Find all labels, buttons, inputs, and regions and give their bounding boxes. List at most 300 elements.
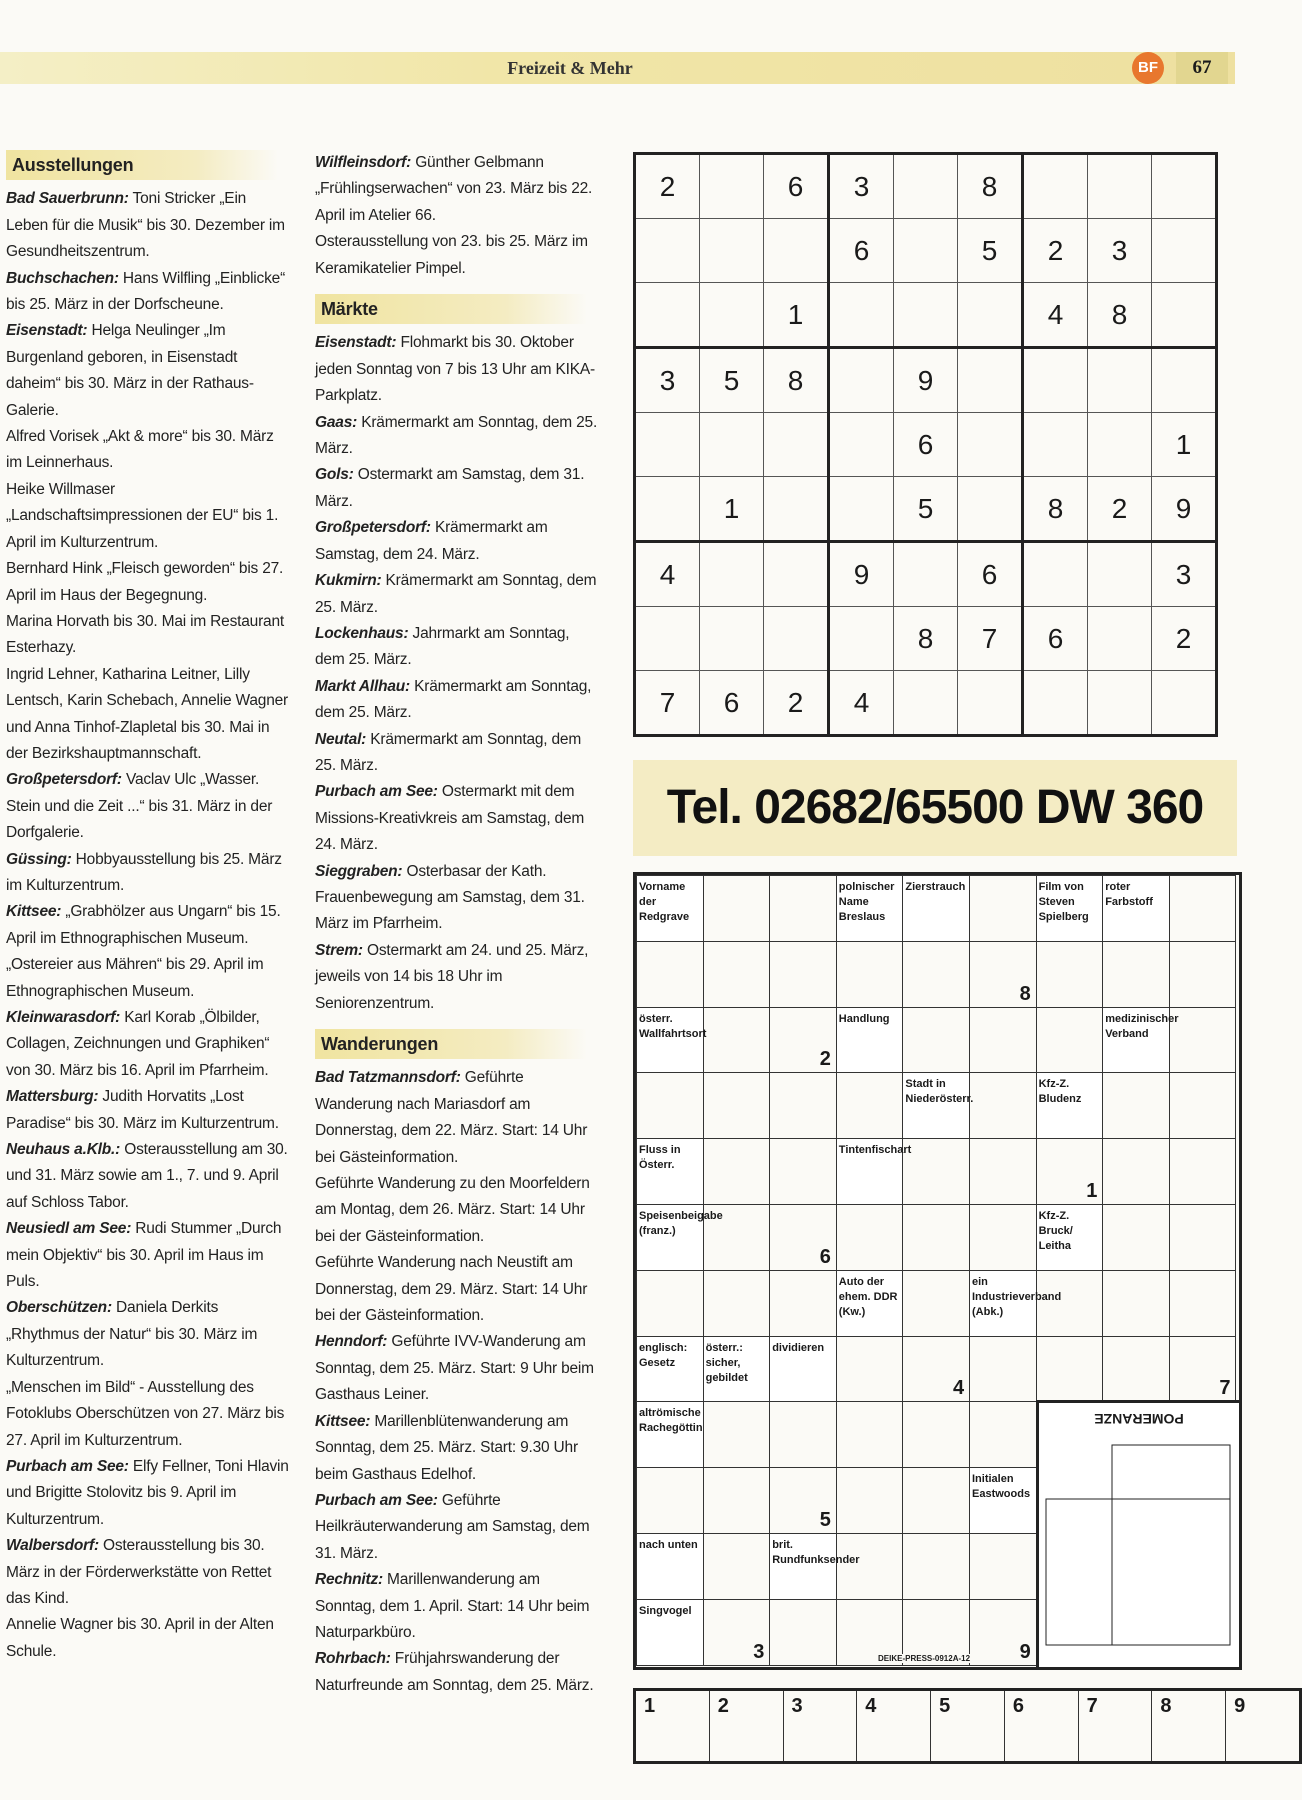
sudoku-cell[interactable]: 6	[894, 413, 958, 477]
exhibition-entry	[6, 662, 290, 768]
place-name: Neutal:	[315, 730, 367, 748]
sudoku-cell[interactable]: 2	[1088, 477, 1152, 542]
exhibition-list	[6, 186, 290, 1665]
entry-text: Krämermarkt am Sonntag, dem 25. März.	[315, 413, 598, 458]
market-entry	[315, 410, 603, 463]
crossword-cell[interactable]	[1102, 941, 1170, 1008]
sudoku-cell[interactable]	[700, 154, 764, 219]
sudoku-cell[interactable]: 4	[1023, 283, 1088, 348]
crossword-clue: Vorname der Redgrave	[636, 875, 704, 942]
crossword-cell[interactable]	[1169, 1138, 1237, 1205]
crossword-cell[interactable]	[902, 1401, 970, 1468]
place-name: Großpetersdorf:	[6, 771, 122, 789]
place-name: Neuhaus a.Klb.:	[6, 1141, 121, 1159]
crossword-clue: Film von Steven Spielberg	[1036, 875, 1104, 942]
entry-text: Marillenblütenwanderung am Sonntag, dem 25. März. Start: 9.30 Uhr beim Gasthaus Edelhof.	[315, 1412, 578, 1483]
sudoku-cell[interactable]: 7	[635, 671, 700, 736]
sudoku-cell[interactable]: 1	[1152, 413, 1217, 477]
sudoku-cell[interactable]	[1152, 671, 1217, 736]
exhibition-entry	[6, 1375, 290, 1454]
column-markets-hikes	[315, 150, 603, 1699]
sudoku-cell[interactable]	[635, 413, 700, 477]
entry-text: Günther Gelbmann „Frühlingserwachen“ von 23. März bis 22. April im Atelier 66.	[315, 154, 593, 224]
crossword-cell[interactable]	[703, 1072, 771, 1139]
crossword-cell[interactable]	[703, 1138, 771, 1205]
crossword-cell[interactable]	[769, 941, 837, 1008]
entry-text: Ingrid Lehner, Katharina Leitner, Lilly Lentsch, Karin Schebach, Annelie Wagner und Anna Tinhof-Zlapletal bis 30. Mai in der Bezirkshauptmannschaft.	[6, 665, 289, 762]
crossword-cell[interactable]	[703, 1007, 771, 1074]
crossword-cell[interactable]	[969, 875, 1037, 942]
exhibition-entry	[315, 150, 603, 229]
crossword-cell[interactable]	[836, 1072, 904, 1139]
sudoku-cell[interactable]	[1152, 154, 1217, 219]
crossword-solution-number: 6	[819, 1245, 831, 1268]
place-name: Großpetersdorf:	[315, 519, 431, 537]
sudoku-cell[interactable]: 8	[958, 154, 1023, 219]
exhibition-list-cont	[315, 150, 603, 282]
entry-text: Hobbyausstellung bis 25. März im Kulturzentrum.	[6, 850, 282, 894]
sudoku-cell[interactable]	[764, 477, 829, 542]
crossword-cell[interactable]	[836, 1204, 904, 1271]
sudoku-cell[interactable]	[700, 283, 764, 348]
crossword-clue: roter Farbstoff	[1102, 875, 1170, 942]
crossword-clue: Kfz-Z. Bruck/ Leitha	[1036, 1204, 1104, 1271]
sudoku-cell[interactable]	[700, 219, 764, 283]
crossword-clue: Tintenfischart	[836, 1138, 904, 1205]
crossword-cell[interactable]	[636, 1072, 704, 1139]
bf-logo: BF	[1132, 52, 1164, 84]
market-entry	[315, 727, 603, 780]
sudoku-cell[interactable]	[1023, 154, 1088, 219]
hike-entry	[315, 1171, 603, 1250]
sudoku-cell[interactable]: 3	[1152, 542, 1217, 607]
crossword-clue: österr. Wallfahrtsort	[636, 1007, 704, 1074]
crossword-clue: Speisenbeigabe (franz.)	[636, 1204, 704, 1271]
entry-text: Judith Horvatits „Lost Paradise“ bis 30. März im Kulturzentrum.	[6, 1088, 279, 1132]
entry-text: Heike Willmaser „Landschaftsimpressionen der EU“ bis 1. April im Kulturzentrum.	[6, 480, 279, 551]
entry-text: Osterbasar der Kath. Frauenbewegung am Samstag, dem 31. März im Pfarrheim.	[315, 862, 585, 933]
crossword-cell[interactable]	[836, 1533, 904, 1600]
crossword-cell[interactable]	[836, 1336, 904, 1403]
crossword-cell[interactable]	[836, 941, 904, 1008]
sudoku-cell[interactable]	[764, 607, 829, 671]
sudoku-cell[interactable]	[700, 542, 764, 607]
sudoku-cell[interactable]	[894, 154, 958, 219]
sudoku-cell[interactable]	[635, 607, 700, 671]
section-title: Freizeit & Mehr	[507, 58, 633, 78]
exhibition-entry	[6, 609, 290, 662]
crossword-clue: Zierstrauch	[902, 875, 970, 942]
sudoku-cell[interactable]: 8	[764, 348, 829, 413]
crossword-cell[interactable]	[969, 1336, 1037, 1403]
sudoku-cell[interactable]	[764, 413, 829, 477]
crossword-clue: österr.: sicher, gebildet	[703, 1336, 771, 1403]
inset-grid-icon	[1042, 1439, 1236, 1659]
crossword-cell[interactable]	[1169, 1204, 1237, 1271]
place-name: Eisenstadt:	[6, 322, 88, 340]
sudoku-cell[interactable]	[829, 348, 894, 413]
entry-text: Elfy Fellner, Toni Hlavin und Brigitte Stolovitz bis 9. April im Kulturzentrum.	[6, 1457, 289, 1528]
sudoku-cell[interactable]	[1088, 413, 1152, 477]
entry-text: Ostermarkt am 24. und 25. März, jeweils von 14 bis 18 Uhr im Seniorenzentrum.	[315, 941, 589, 1012]
place-name: Kittsee:	[6, 903, 62, 921]
place-name: Oberschützen:	[6, 1299, 112, 1317]
sudoku-cell[interactable]	[700, 607, 764, 671]
crossword-cell[interactable]	[1102, 1204, 1170, 1271]
crossword-cell[interactable]	[769, 1599, 837, 1666]
sudoku-cell[interactable]	[635, 219, 700, 283]
exhibition-entry	[6, 899, 290, 952]
sudoku-cell[interactable]: 8	[1088, 283, 1152, 348]
sudoku-cell[interactable]	[1088, 671, 1152, 736]
sudoku-cell[interactable]	[894, 671, 958, 736]
crossword-solution-number: 8	[1019, 982, 1031, 1005]
sudoku-cell[interactable]	[1152, 283, 1217, 348]
exhibition-entry	[6, 1216, 290, 1295]
sudoku-cell[interactable]	[1152, 219, 1217, 283]
page-number: 67	[1176, 52, 1228, 84]
crossword-cell[interactable]	[902, 1007, 970, 1074]
column-exhibitions	[6, 150, 290, 1665]
entry-text: Krämermarkt am Samstag, dem 24. März.	[315, 519, 548, 563]
solution-cell[interactable]: 1	[635, 1690, 710, 1763]
sudoku-cell[interactable]	[1152, 348, 1217, 413]
crossword-cell[interactable]	[969, 1138, 1037, 1205]
sudoku-cell[interactable]: 8	[1023, 477, 1088, 542]
solution-cell[interactable]: 4	[857, 1690, 931, 1763]
place-name: Purbach am See:	[315, 1491, 438, 1509]
sudoku-cell[interactable]: 4	[829, 671, 894, 736]
crossword-cell[interactable]	[902, 941, 970, 1008]
solution-cell[interactable]: 2	[709, 1690, 783, 1763]
place-name: Gols:	[315, 466, 354, 484]
exhibition-entry	[6, 1454, 290, 1533]
entry-text: Osterausstellung bis 30. März in der Förderwerkstätte von Rettet das Kind.	[6, 1537, 272, 1607]
crossword-cell[interactable]	[769, 1401, 837, 1468]
sudoku-cell[interactable]	[1088, 542, 1152, 607]
sudoku-cell[interactable]	[1023, 671, 1088, 736]
sudoku-cell[interactable]: 5	[958, 219, 1023, 283]
entry-text: Hans Wilfling „Einblicke“ bis 25. März in der Dorfscheune.	[6, 269, 286, 314]
crossword-clue: dividieren	[769, 1336, 837, 1403]
place-name: Güssing:	[6, 850, 72, 868]
place-name: Sieggraben:	[315, 862, 403, 880]
market-entry	[315, 330, 603, 409]
crossword-cell[interactable]	[902, 1467, 970, 1534]
crossword-clue: ein Industrieverband (Abk.)	[969, 1270, 1037, 1337]
sudoku-cell[interactable]	[764, 219, 829, 283]
crossword-cell[interactable]	[836, 1467, 904, 1534]
crossword-cell[interactable]	[769, 1270, 837, 1337]
crossword-cell[interactable]	[703, 1270, 771, 1337]
market-entry	[315, 515, 603, 568]
hike-entry	[315, 1646, 603, 1699]
crossword-cell[interactable]	[902, 1533, 970, 1600]
entry-text: Toni Stricker „Ein Leben für die Musik“ bis 30. Dezember im Gesundheitszentrum.	[6, 190, 285, 261]
solution-row	[633, 1688, 1302, 1764]
crossword-cell[interactable]	[703, 941, 771, 1008]
market-list	[315, 330, 603, 1017]
sudoku-cell[interactable]	[829, 283, 894, 348]
crossword-solution-number: 3	[753, 1640, 765, 1663]
sudoku-cell[interactable]	[958, 477, 1023, 542]
place-name: Buchschachen:	[6, 269, 119, 287]
sudoku-cell[interactable]	[635, 477, 700, 542]
hike-list	[315, 1065, 603, 1699]
crossword-clue: nach unten	[636, 1533, 704, 1600]
sudoku-cell[interactable]: 6	[764, 154, 829, 219]
sudoku-cell[interactable]: 8	[894, 607, 958, 671]
solution-cell[interactable]: 7	[1078, 1690, 1152, 1763]
sudoku-cell[interactable]	[829, 477, 894, 542]
hike-entry	[315, 1329, 603, 1408]
crossword-clue: Initialen Eastwoods	[969, 1467, 1037, 1534]
place-name: Purbach am See:	[6, 1457, 129, 1475]
exhibition-entry	[6, 767, 290, 846]
crossword-clue: medizinischer Verband	[1102, 1007, 1170, 1074]
sudoku-cell[interactable]: 3	[635, 348, 700, 413]
sudoku-cell[interactable]: 3	[1088, 219, 1152, 283]
solution-cell[interactable]: 9	[1226, 1690, 1301, 1763]
crossword-clue: polnischer Name Breslaus	[836, 875, 904, 942]
crossword-cell[interactable]	[636, 1270, 704, 1337]
place-name: Rohrbach:	[315, 1650, 391, 1668]
crossword-cell[interactable]	[1102, 1336, 1170, 1403]
hike-entry	[315, 1065, 603, 1171]
crossword-cell[interactable]	[969, 1072, 1037, 1139]
crossword-cell[interactable]	[703, 875, 771, 942]
sudoku-cell[interactable]	[958, 671, 1023, 736]
sudoku-cell[interactable]	[1023, 542, 1088, 607]
heading-exhibitions: Ausstellungen	[6, 150, 278, 180]
crossword-cell[interactable]	[636, 1467, 704, 1534]
exhibition-entry	[6, 1533, 290, 1612]
sudoku-cell[interactable]	[829, 413, 894, 477]
crossword-cell[interactable]	[1169, 941, 1237, 1008]
crossword-clue: Handlung	[836, 1007, 904, 1074]
solution-inset	[1036, 1400, 1242, 1670]
entry-text: Geführte Wanderung zu den Moorfeldern am Montag, dem 26. März. Start: 14 Uhr bei der Gästeinformation.	[315, 1175, 590, 1245]
crossword-cell[interactable]	[1036, 1270, 1104, 1337]
sudoku-cell[interactable]: 6	[700, 671, 764, 736]
place-name: Henndorf:	[315, 1333, 388, 1351]
sudoku-cell[interactable]: 2	[764, 671, 829, 736]
heading-hikes: Wanderungen	[315, 1029, 587, 1059]
place-name: Eisenstadt:	[315, 334, 397, 352]
crossword-clue: Auto der ehem. DDR (Kw.)	[836, 1270, 904, 1337]
crossword-clue: brit. Rundfunksender	[769, 1533, 837, 1600]
crossword-cell[interactable]	[1036, 1336, 1104, 1403]
inset-title: POMERANZE	[1094, 1411, 1184, 1427]
sudoku-cell[interactable]: 1	[700, 477, 764, 542]
solution-cell[interactable]: 3	[783, 1690, 857, 1763]
exhibition-entry	[6, 556, 290, 609]
sudoku-cell[interactable]: 2	[635, 154, 700, 219]
crossword-clue: Stadt in Niederösterr.	[902, 1072, 970, 1139]
market-entry	[315, 462, 603, 515]
hike-entry	[315, 1488, 603, 1567]
credit: DEIKE-PRESS-0912A-12	[878, 1654, 971, 1663]
place-name: Rechnitz:	[315, 1571, 383, 1589]
crossword-cell[interactable]	[1102, 1270, 1170, 1337]
entry-text: Annelie Wagner bis 30. April in der Alten Schule.	[6, 1616, 274, 1660]
crossword-cell[interactable]	[1169, 1270, 1237, 1337]
sudoku-cell[interactable]: 6	[829, 219, 894, 283]
crossword-cell[interactable]	[769, 1072, 837, 1139]
place-name: Purbach am See:	[315, 783, 438, 801]
market-entry	[315, 621, 603, 674]
solution-cell[interactable]: 5	[931, 1690, 1005, 1763]
crossword-cell[interactable]	[1169, 1072, 1237, 1139]
entry-text: Marillenwanderung am Sonntag, dem 1. April. Start: 14 Uhr beim Naturparkbüro.	[315, 1571, 590, 1641]
entry-text: Krämermarkt am Sonntag, dem 25. März.	[315, 730, 582, 774]
exhibition-entry	[6, 952, 290, 1005]
sudoku-cell[interactable]: 2	[1023, 219, 1088, 283]
crossword-solution-number: 9	[1019, 1640, 1031, 1663]
place-name: Gaas:	[315, 413, 358, 431]
crossword-cell[interactable]	[703, 1533, 771, 1600]
crossword-clue: englisch: Gesetz	[636, 1336, 704, 1403]
entry-text: Rudi Stummer „Durch mein Objektiv“ bis 30. April im Haus im Puls.	[6, 1220, 282, 1291]
sudoku-cell[interactable]: 7	[958, 607, 1023, 671]
sudoku-cell[interactable]: 5	[700, 348, 764, 413]
entry-text: Krämermarkt am Sonntag, dem 25. März.	[315, 572, 597, 616]
crossword-cell[interactable]	[636, 941, 704, 1008]
entry-text: Alfred Vorisek „Akt & more“ bis 30. März im Leinnerhaus.	[6, 428, 274, 472]
crossword-cell[interactable]	[902, 1270, 970, 1337]
sudoku-cell[interactable]	[958, 283, 1023, 348]
place-name: Markt Allhau:	[315, 677, 411, 695]
entry-text: „Ostereier aus Mähren“ bis 29. April im Ethnographischen Museum.	[6, 956, 264, 1000]
hike-entry	[315, 1567, 603, 1646]
crossword-cell[interactable]	[902, 1204, 970, 1271]
crossword-cell[interactable]	[969, 1204, 1037, 1271]
market-entry	[315, 779, 603, 858]
crossword-cell[interactable]	[969, 1533, 1037, 1600]
sudoku-cell[interactable]	[894, 283, 958, 348]
sudoku-cell[interactable]	[1023, 413, 1088, 477]
crossword-cell[interactable]	[969, 1007, 1037, 1074]
crossword-cell[interactable]	[902, 1138, 970, 1205]
entry-text: Frühjahrswanderung der Naturfreunde am Sonntag, dem 25. März.	[315, 1650, 594, 1694]
crossword-solution-number: 4	[953, 1377, 965, 1400]
crossword-cell[interactable]	[703, 1401, 771, 1468]
hike-entry	[315, 1250, 603, 1329]
sudoku-cell[interactable]: 9	[829, 542, 894, 607]
sudoku-cell[interactable]: 6	[958, 542, 1023, 607]
sudoku-cell[interactable]	[958, 413, 1023, 477]
place-name: Wilfleinsdorf:	[315, 154, 412, 171]
place-name: Bad Tatzmannsdorf:	[315, 1069, 461, 1087]
sudoku-cell[interactable]	[1023, 348, 1088, 413]
exhibition-entry	[6, 1084, 290, 1137]
sudoku-cell[interactable]: 3	[829, 154, 894, 219]
crossword-cell[interactable]	[1102, 1072, 1170, 1139]
solution-cell[interactable]: 8	[1152, 1690, 1226, 1763]
sudoku-cell[interactable]: 5	[894, 477, 958, 542]
sudoku-cell[interactable]	[635, 283, 700, 348]
sudoku-cell[interactable]	[958, 348, 1023, 413]
entry-text: Ostermarkt am Samstag, dem 31. März.	[315, 466, 585, 510]
sudoku-grid	[633, 152, 1218, 737]
place-name: Walbersdorf:	[6, 1537, 99, 1555]
place-name: Strem:	[315, 941, 363, 959]
crossword-cell[interactable]	[1036, 941, 1104, 1008]
entry-text: Marina Horvath bis 30. Mai im Restaurant Esterhazy.	[6, 612, 285, 657]
sudoku-cell[interactable]: 9	[1152, 477, 1217, 542]
sudoku-cell[interactable]	[764, 542, 829, 607]
sudoku-cell[interactable]	[1088, 607, 1152, 671]
crossword-solution-number: 7	[1219, 1377, 1231, 1400]
place-name: Lockenhaus:	[315, 624, 409, 642]
exhibition-entry	[6, 847, 290, 900]
entry-text: Flohmarkt bis 30. Oktober jeden Sonntag von 7 bis 13 Uhr am KIKA-Parkplatz.	[315, 334, 595, 405]
entry-text: Geführte Wanderung nach Mariasdorf am Donnerstag, dem 22. März. Start: 14 Uhr bei Gästeinformation.	[315, 1069, 588, 1166]
sudoku-cell[interactable]	[829, 607, 894, 671]
sudoku-cell[interactable]: 9	[894, 348, 958, 413]
sudoku-cell[interactable]	[894, 219, 958, 283]
entry-text: Helga Neulinger „Im Burgenland geboren, in Eisenstadt daheim“ bis 30. März in der Rathaus-Galerie.	[6, 322, 254, 419]
entry-text: „Menschen im Bild“ - Ausstellung des Fotoklubs Oberschützen von 27. März bis 27. April im Kulturzentrum.	[6, 1378, 285, 1449]
sudoku-cell[interactable]	[700, 413, 764, 477]
solution-cell[interactable]: 6	[1004, 1690, 1078, 1763]
sudoku-cell[interactable]	[1088, 348, 1152, 413]
exhibition-entry	[6, 424, 290, 477]
crossword-solution-number: 1	[1086, 1180, 1098, 1202]
crossword-cell[interactable]	[769, 1138, 837, 1205]
place-name: Bad Sauerbrunn:	[6, 190, 129, 208]
exhibition-entry	[6, 477, 290, 556]
market-entry	[315, 859, 603, 938]
crossword-cell[interactable]	[703, 1467, 771, 1534]
entry-text: Karl Korab „Ölbilder, Collagen, Zeichnungen und Graphiken“ von 30. März bis 16. April im Pfarrheim.	[6, 1009, 270, 1079]
crossword-cell[interactable]	[969, 1401, 1037, 1468]
entry-text: Geführte Heilkräuterwanderung am Samstag, dem 31. März.	[315, 1491, 590, 1562]
exhibition-entry	[6, 318, 290, 424]
place-name: Kittsee:	[315, 1412, 371, 1430]
sudoku-cell[interactable]	[1088, 154, 1152, 219]
crossword-cell[interactable]	[1102, 1138, 1170, 1205]
sudoku-cell[interactable]: 2	[1152, 607, 1217, 671]
crossword-clue: Fluss in Österr.	[636, 1138, 704, 1205]
entry-text: Geführte Wanderung nach Neustift am Donnerstag, dem 29. März. Start: 14 Uhr bei der Gästeinformation.	[315, 1254, 588, 1325]
entry-text: Vaclav Ulc „Wasser. Stein und die Zeit ...“ bis 31. März in der Dorfgalerie.	[6, 771, 273, 842]
sudoku-cell[interactable]: 1	[764, 283, 829, 348]
crossword-clue: altrömische Rachegöttin	[636, 1401, 704, 1468]
crossword-cell[interactable]	[769, 875, 837, 942]
exhibition-entry	[6, 266, 290, 319]
sudoku-cell[interactable]: 6	[1023, 607, 1088, 671]
sudoku-cell[interactable]: 4	[635, 542, 700, 607]
crossword-clue: Kfz-Z. Bludenz	[1036, 1072, 1104, 1139]
place-name: Kleinwarasdorf:	[6, 1009, 121, 1026]
exhibition-entry	[6, 1137, 290, 1216]
hike-entry	[315, 1409, 603, 1488]
entry-text: Osterausstellung von 23. bis 25. März im Keramikatelier Pimpel.	[315, 233, 588, 277]
entry-text: Krämermarkt am Sonntag, dem 25. März.	[315, 677, 592, 722]
crossword-cell[interactable]	[1036, 1007, 1104, 1074]
entry-text: Jahrmarkt am Sonntag, dem 25. März.	[315, 624, 570, 669]
entry-text: Bernhard Hink „Fleisch geworden“ bis 27. April im Haus der Begegnung.	[6, 560, 284, 604]
crossword-cell[interactable]	[1169, 875, 1237, 942]
entry-text: Daniela Derkits „Rhythmus der Natur“ bis 30. März im Kulturzentrum.	[6, 1299, 258, 1370]
exhibition-entry	[6, 186, 290, 265]
sudoku-cell[interactable]	[894, 542, 958, 607]
entry-text: Ostermarkt mit dem Missions-Kreativkreis am Samstag, dem 24. März.	[315, 783, 585, 854]
crossword-cell[interactable]	[836, 1401, 904, 1468]
exhibition-entry	[6, 1295, 290, 1374]
place-name: Mattersburg:	[6, 1088, 99, 1106]
